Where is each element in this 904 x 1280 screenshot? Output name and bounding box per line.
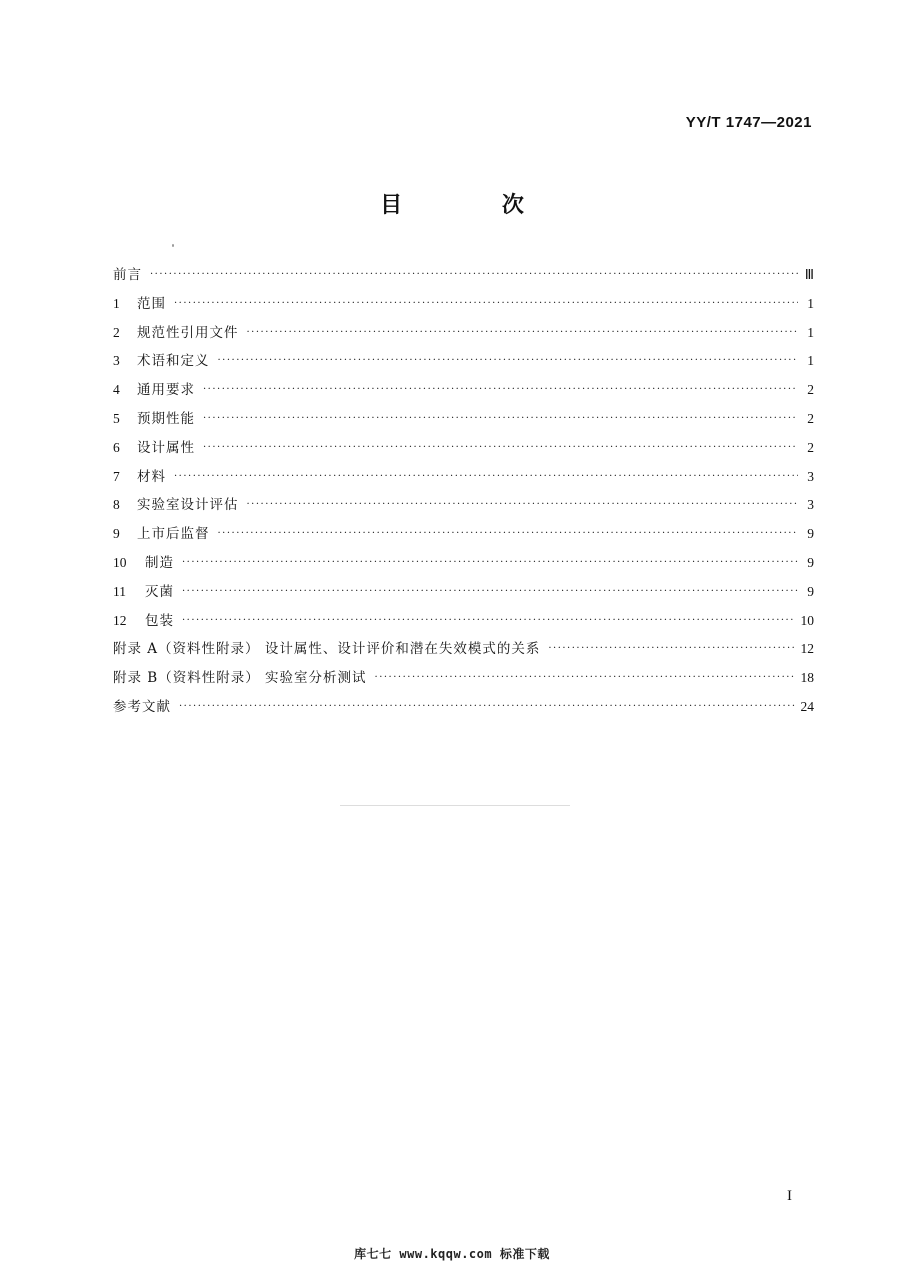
toc-entry-label: 规范性引用文件 — [137, 324, 239, 341]
toc-entry-number: 9 — [113, 526, 120, 542]
scan-speck — [340, 805, 570, 806]
document-code: YY/T 1747—2021 — [685, 114, 812, 131]
toc-entry-label: 范围 — [137, 295, 166, 312]
toc-entry-page: 3 — [807, 468, 814, 484]
dot-leader — [218, 355, 799, 366]
toc-entry-annex-a[interactable] — [113, 637, 814, 666]
toc-entry-page: 3 — [807, 497, 814, 513]
toc-entry-label: 材料 — [137, 468, 166, 485]
toc-entry-page: 1 — [807, 353, 814, 369]
dot-leader — [182, 615, 795, 626]
toc-entry-terms-definitions[interactable] — [113, 349, 814, 378]
toc-entry-number: 4 — [113, 382, 120, 398]
toc-entry-page: 9 — [807, 526, 814, 542]
toc-entry-lab-design-evaluation[interactable] — [113, 493, 814, 522]
toc-entry-number: 1 — [113, 295, 120, 311]
toc-entry-design-attributes[interactable] — [113, 436, 814, 465]
toc-entry-number: 12 — [113, 612, 127, 628]
dot-leader — [218, 528, 799, 539]
toc-entry-label: 实验室设计评估 — [137, 497, 239, 514]
toc-entry-page: 9 — [807, 554, 814, 570]
dot-leader — [174, 298, 798, 309]
toc-entry-scope[interactable] — [113, 292, 814, 321]
toc-entry-post-market-surveillance[interactable] — [113, 522, 814, 551]
dot-leader — [182, 557, 798, 568]
toc-entry-page: 12 — [800, 641, 814, 657]
toc-entry-bibliography[interactable] — [113, 695, 814, 724]
dot-leader — [247, 327, 799, 338]
toc-entry-page: 1 — [807, 295, 814, 311]
toc-entry-number: 3 — [113, 353, 120, 369]
toc-entry-number: 8 — [113, 497, 120, 513]
toc-entry-label: 制造 — [145, 554, 174, 571]
toc-entry-label: 上市后监督 — [137, 526, 210, 543]
toc-entry-label: 参考文献 — [113, 698, 171, 715]
toc-entry-page: 24 — [800, 698, 814, 714]
toc-entry-page: 2 — [807, 382, 814, 398]
toc-entry-annex-b[interactable] — [113, 666, 814, 695]
scan-speck — [172, 244, 174, 247]
page-number: I — [787, 1188, 792, 1204]
toc-entry-page: 2 — [807, 439, 814, 455]
toc-entry-packaging[interactable] — [113, 609, 814, 638]
toc-entry-foreword[interactable] — [113, 263, 814, 292]
footer-watermark: 库七七 www.kqqw.com 标准下载 — [354, 1247, 550, 1261]
toc-entry-number: 11 — [113, 583, 126, 599]
toc-entry-manufacturing[interactable] — [113, 551, 814, 580]
dot-leader — [203, 384, 798, 395]
dot-leader — [247, 499, 799, 510]
toc-entry-page: 10 — [800, 612, 814, 628]
toc-entry-label: 术语和定义 — [137, 353, 210, 370]
toc-entry-number: 5 — [113, 410, 120, 426]
toc-entry-label: 灭菌 — [145, 583, 174, 600]
dot-leader — [150, 269, 798, 280]
toc-entry-label: 附录 B（资料性附录） 实验室分析测试 — [113, 670, 367, 687]
toc-entry-label: 设计属性 — [137, 439, 195, 456]
toc-entry-page: 9 — [807, 583, 814, 599]
dot-leader — [174, 471, 798, 482]
dot-leader — [203, 413, 798, 424]
toc-entry-number: 10 — [113, 554, 127, 570]
dot-leader — [548, 643, 794, 654]
dot-leader — [179, 701, 795, 712]
toc-entry-intended-performance[interactable] — [113, 407, 814, 436]
toc-entry-label: 包装 — [145, 612, 174, 629]
toc-entry-label: 前言 — [113, 267, 142, 283]
dot-leader — [203, 442, 798, 453]
toc-entry-general-requirements[interactable] — [113, 378, 814, 407]
toc-entry-page: Ⅲ — [804, 267, 814, 282]
toc-entry-number: 6 — [113, 439, 120, 455]
toc-entry-sterilization[interactable] — [113, 580, 814, 609]
toc-entry-page: 18 — [800, 670, 814, 686]
toc-entry-label: 附录 A（资料性附录） 设计属性、设计评价和潜在失效模式的关系 — [113, 641, 541, 658]
toc-entry-label: 预期性能 — [137, 410, 195, 427]
toc-entry-page: 1 — [807, 324, 814, 340]
dot-leader — [182, 586, 798, 597]
table-of-contents — [113, 263, 814, 724]
page-title: 目 次 — [380, 193, 570, 218]
toc-entry-label: 通用要求 — [137, 382, 195, 399]
toc-entry-materials[interactable] — [113, 465, 814, 494]
toc-entry-normative-references[interactable] — [113, 321, 814, 350]
toc-entry-number: 2 — [113, 324, 120, 340]
toc-entry-page: 2 — [807, 410, 814, 426]
dot-leader — [375, 672, 795, 683]
toc-entry-number: 7 — [113, 468, 120, 484]
